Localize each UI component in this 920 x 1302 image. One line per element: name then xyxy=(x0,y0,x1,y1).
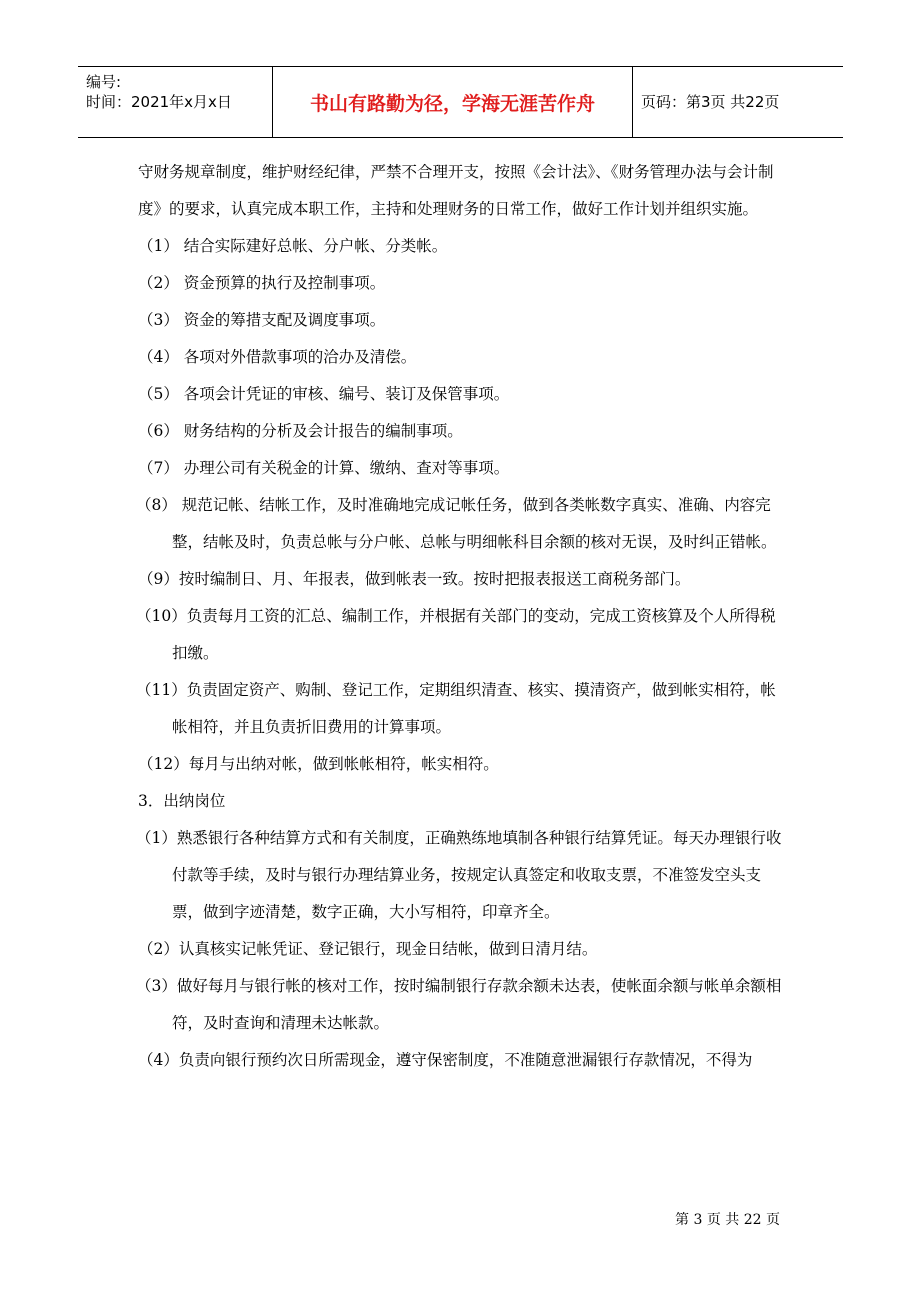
section-title: 3．出纳岗位 xyxy=(138,792,226,810)
list-item: （1）熟悉银行各种结算方式和有关制度，正确熟练地填制各种银行结算凭证。每天办理银行收付款等手续，及时与银行办理结算业务，按规定认真签定和收取支票，不准签发空头支票，做到字迹清楚，数字正确，大小写相符，印章齐全。 xyxy=(136,829,782,921)
list-item: （3） 资金的筹措支配及调度事项。 xyxy=(138,311,386,329)
list-item: （7） 办理公司有关税金的计算、缴纳、查对等事项。 xyxy=(138,459,510,477)
list-item: （5） 各项会计凭证的审核、编号、装订及保管事项。 xyxy=(138,385,510,403)
document-time-label: 时间：2021年x月x日 xyxy=(86,93,232,111)
cashier-duties-list xyxy=(138,820,788,1079)
document-code-label: 编号: xyxy=(86,73,122,91)
document-body xyxy=(138,154,788,1079)
list-item: （1） 结合实际建好总帐、分户帐、分类帐。 xyxy=(138,237,448,255)
list-item: （3）做好每月与银行帐的核对工作，按时编制银行存款余额未达表，使帐面余额与帐单余额相符，及时查询和清理未达帐款。 xyxy=(136,977,782,1032)
page-footer: 第 3 页 共 22 页 xyxy=(675,1212,780,1228)
list-item: （2）认真核实记帐凭证、登记银行，现金日结帐，做到日清月结。 xyxy=(138,940,598,958)
motto-text: 书山有路勤为径，学海无涯苦作舟 xyxy=(309,93,595,115)
list-item: （4） 各项对外借款事项的洽办及清偿。 xyxy=(138,348,417,366)
accounting-duties-list xyxy=(138,228,788,783)
header-motto-cell xyxy=(273,67,633,137)
list-item: （2） 资金预算的执行及控制事项。 xyxy=(138,274,386,292)
list-item: （11）负责固定资产、购制、登记工作，定期组织清查、核实、摸清资产，做到帐实相符，帐帐相符，并且负责折旧费用的计算事项。 xyxy=(136,681,776,736)
header-page-cell xyxy=(633,67,843,137)
list-item: （8） 规范记帐、结帐工作，及时准确地完成记帐任务，做到各类帐数字真实、准确、内容完整，结帐及时，负责总帐与分户帐、总帐与明细帐科目余额的核对无误，及时纠正错帐。 xyxy=(136,496,777,551)
list-item: （10）负责每月工资的汇总、编制工作，并根据有关部门的变动，完成工资核算及个人所得税扣缴。 xyxy=(136,607,776,662)
header-page-number: 页码：第3页 共22页 xyxy=(641,93,780,111)
list-item: （6） 财务结构的分析及会计报告的编制事项。 xyxy=(138,422,463,440)
page-header xyxy=(78,66,843,138)
header-meta-cell xyxy=(78,67,273,137)
list-item: （4）负责向银行预约次日所需现金，遵守保密制度，不准随意泄漏银行存款情况，不得为 xyxy=(138,1051,753,1069)
list-item: （9）按时编制日、月、年报表，做到帐表一致。按时把报表报送工商税务部门。 xyxy=(138,570,691,588)
intro-paragraph: 守财务规章制度，维护财经纪律，严禁不合理开支，按照《会计法》、《财务管理办法与会计制度》的要求，认真完成本职工作，主持和处理财务的日常工作，做好工作计划并组织实施。 xyxy=(138,163,774,218)
list-item: （12）每月与出纳对帐，做到帐帐相符，帐实相符。 xyxy=(138,755,499,773)
